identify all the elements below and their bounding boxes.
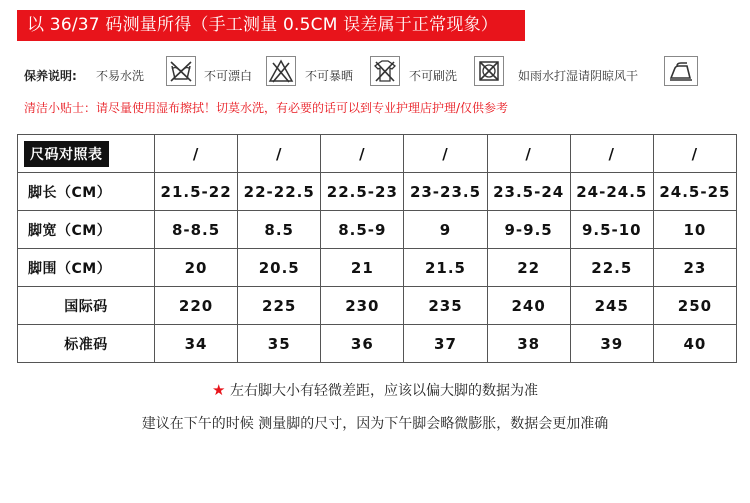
header-col: / <box>487 135 570 173</box>
table-cell: 8.5-9 <box>321 211 404 249</box>
care-text-no-bleach: 不可漂白 <box>204 69 253 83</box>
table-cell: 21 <box>321 249 404 287</box>
table-row-standard-size <box>18 325 737 363</box>
table-row-foot-length <box>18 173 737 211</box>
table-cell: 23 <box>653 249 736 287</box>
table-row-foot-width <box>18 211 737 249</box>
table-cell: 9.5-10 <box>570 211 653 249</box>
table-cell: 9-9.5 <box>487 211 570 249</box>
table-cell: 240 <box>487 287 570 325</box>
table-row-intl-size <box>18 287 737 325</box>
row-label: 标准码 <box>18 325 155 363</box>
note-line-1 <box>0 380 750 400</box>
table-cell: 9 <box>404 211 487 249</box>
table-cell: 34 <box>155 325 238 363</box>
care-text-no-sun-dry: 不可暴晒 <box>305 69 354 83</box>
table-cell: 8-8.5 <box>155 211 238 249</box>
table-cell: 23-23.5 <box>404 173 487 211</box>
table-cell: 8.5 <box>238 211 321 249</box>
care-text-no-brush: 不可刷洗 <box>409 69 458 83</box>
note-line-2: 建议在下午的时候 测量脚的尺寸，因为下午脚会略微膨胀，数据会更加准确 <box>141 416 609 432</box>
row-label: 脚宽（CM） <box>18 211 155 249</box>
header-col: / <box>155 135 238 173</box>
table-cell: 35 <box>238 325 321 363</box>
row-label: 国际码 <box>18 287 155 325</box>
header-col: / <box>238 135 321 173</box>
table-cell: 21.5-22 <box>155 173 238 211</box>
table-cell: 10 <box>653 211 736 249</box>
header-col: / <box>404 135 487 173</box>
table-cell: 23.5-24 <box>487 173 570 211</box>
table-cell: 220 <box>155 287 238 325</box>
care-text-air-dry: 如雨水打湿请阴晾风干 <box>518 69 639 83</box>
table-cell: 37 <box>404 325 487 363</box>
table-cell: 39 <box>570 325 653 363</box>
table-header-row <box>18 135 737 173</box>
header-col: / <box>653 135 736 173</box>
table-cell: 22 <box>487 249 570 287</box>
table-cell: 38 <box>487 325 570 363</box>
size-chart-title: 尺码对照表 <box>24 141 109 167</box>
iron-icon <box>664 56 698 86</box>
table-cell: 20 <box>155 249 238 287</box>
row-label: 脚长（CM） <box>18 173 155 211</box>
no-wash-icon <box>166 56 196 86</box>
cleaning-tip: 清洁小贴士：请尽量使用湿布擦拭！切莫水洗，有必要的话可以到专业护理店护理/仅供参考 <box>24 101 509 115</box>
table-row-foot-girth <box>18 249 737 287</box>
star-icon: ★ <box>212 381 226 399</box>
note-text-1: 左右脚大小有轻微差距，应该以偏大脚的数据为准 <box>229 383 538 399</box>
table-cell: 40 <box>653 325 736 363</box>
no-sun-dry-icon <box>370 56 400 86</box>
table-cell: 225 <box>238 287 321 325</box>
header-col: / <box>570 135 653 173</box>
table-cell: 230 <box>321 287 404 325</box>
table-cell: 22.5 <box>570 249 653 287</box>
table-cell: 235 <box>404 287 487 325</box>
table-cell: 250 <box>653 287 736 325</box>
table-cell: 20.5 <box>238 249 321 287</box>
table-cell: 24-24.5 <box>570 173 653 211</box>
table-cell: 245 <box>570 287 653 325</box>
no-bleach-icon <box>266 56 296 86</box>
table-cell: 36 <box>321 325 404 363</box>
care-text-no-wash: 不易水洗 <box>96 69 145 83</box>
table-cell: 24.5-25 <box>653 173 736 211</box>
size-chart-table <box>17 134 737 363</box>
table-cell: 22.5-23 <box>321 173 404 211</box>
header-col: / <box>321 135 404 173</box>
row-label: 脚围（CM） <box>18 249 155 287</box>
table-cell: 22-22.5 <box>238 173 321 211</box>
size-measurement-banner: 以 36/37 码测量所得（手工测量 0.5CM 误差属于正常现象） <box>17 10 525 41</box>
care-label: 保养说明: <box>24 69 77 83</box>
table-header-cell <box>18 135 155 173</box>
table-cell: 21.5 <box>404 249 487 287</box>
care-instructions <box>24 56 744 92</box>
no-brush-icon <box>474 56 504 86</box>
